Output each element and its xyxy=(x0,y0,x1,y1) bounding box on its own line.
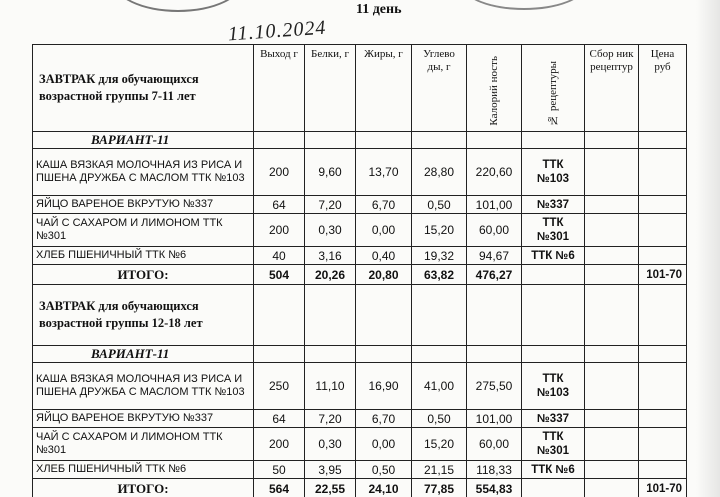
recipe-cell: №337 xyxy=(522,196,585,214)
protein-cell: 9,60 xyxy=(305,149,356,196)
section-header-row xyxy=(33,285,687,346)
table-row xyxy=(33,410,687,428)
fat-cell: 0,50 xyxy=(356,461,412,479)
carbs-cell: 41,00 xyxy=(412,363,467,410)
menu-table xyxy=(32,44,687,497)
calories-cell: 118,33 xyxy=(467,461,522,479)
total-price: 101-70 xyxy=(639,479,687,497)
total-fat: 20,80 xyxy=(356,265,412,285)
table-row xyxy=(33,214,687,247)
calories-cell: 60,00 xyxy=(467,428,522,461)
variant-row xyxy=(33,132,687,149)
col-calories-label: Калорий ность xyxy=(488,56,500,126)
output-cell: 200 xyxy=(254,214,305,247)
col-price-header: Цена руб xyxy=(639,45,687,132)
handwritten-date: 11.10.2024 xyxy=(227,16,328,46)
carbs-cell: 15,20 xyxy=(412,214,467,247)
recipe-cell: ТТК №6 xyxy=(522,461,585,479)
section-header-row xyxy=(33,45,687,132)
carbs-cell: 21,15 xyxy=(412,461,467,479)
col-fat-header: Жиры, г xyxy=(356,45,412,132)
calories-cell: 60,00 xyxy=(467,214,522,247)
calories-cell: 101,00 xyxy=(467,410,522,428)
protein-cell: 0,30 xyxy=(305,428,356,461)
protein-cell: 7,20 xyxy=(305,196,356,214)
calories-cell: 220,60 xyxy=(467,149,522,196)
dish-name: ХЛЕБ ПШЕНИЧНЫЙ ТТК №6 xyxy=(33,461,254,479)
total-calories: 554,83 xyxy=(467,479,522,497)
output-cell: 200 xyxy=(254,428,305,461)
total-protein: 20,26 xyxy=(305,265,356,285)
col-carbs-header: Углево ды, г xyxy=(412,45,467,132)
carbs-cell: 19,32 xyxy=(412,247,467,265)
fat-cell: 6,70 xyxy=(356,410,412,428)
recipe-cell: ТТК №6 xyxy=(522,247,585,265)
protein-cell: 3,95 xyxy=(305,461,356,479)
round-stamp-left xyxy=(112,0,244,12)
variant-row xyxy=(33,346,687,363)
total-label: ИТОГО: xyxy=(33,265,254,285)
protein-cell: 7,20 xyxy=(305,410,356,428)
protein-cell: 3,16 xyxy=(305,247,356,265)
dish-name: КАША ВЯЗКАЯ МОЛОЧНАЯ ИЗ РИСА И ПШЕНА ДРУЖБА С МАСЛОМ ТТК №103 xyxy=(33,363,254,410)
fat-cell: 0,00 xyxy=(356,428,412,461)
table-row xyxy=(33,247,687,265)
total-fat: 24,10 xyxy=(356,479,412,497)
calories-cell: 275,50 xyxy=(467,363,522,410)
variant-label: ВАРИАНТ-11 xyxy=(33,346,254,363)
output-cell: 64 xyxy=(254,196,305,214)
round-stamp-right xyxy=(462,0,586,10)
calories-cell: 94,67 xyxy=(467,247,522,265)
dish-name: ЯЙЦО ВАРЕНОЕ ВКРУТУЮ №337 xyxy=(33,196,254,214)
col-recipe-label: № рецептуры xyxy=(547,61,559,126)
fat-cell: 13,70 xyxy=(356,149,412,196)
fat-cell: 0,40 xyxy=(356,247,412,265)
recipe-cell: №337 xyxy=(522,410,585,428)
table-row xyxy=(33,196,687,214)
protein-cell: 11,10 xyxy=(305,363,356,410)
total-carbs: 77,85 xyxy=(412,479,467,497)
section-title: ЗАВТРАК для обучающихся возрастной группы 12-18 лет xyxy=(33,285,254,346)
table-row xyxy=(33,461,687,479)
output-cell: 50 xyxy=(254,461,305,479)
recipe-cell: ТТК №103 xyxy=(522,363,585,410)
col-collection-header: Сбор ник рецептур xyxy=(585,45,639,132)
output-cell: 250 xyxy=(254,363,305,410)
recipe-cell: ТТК №301 xyxy=(522,214,585,247)
carbs-cell: 28,80 xyxy=(412,149,467,196)
dish-name: ХЛЕБ ПШЕНИЧНЫЙ ТТК №6 xyxy=(33,247,254,265)
col-protein-header: Белки, г xyxy=(305,45,356,132)
col-recipe-header xyxy=(522,45,585,132)
output-cell: 40 xyxy=(254,247,305,265)
col-calories-header xyxy=(467,45,522,132)
total-output: 564 xyxy=(254,479,305,497)
protein-cell: 0,30 xyxy=(305,214,356,247)
total-carbs: 63,82 xyxy=(412,265,467,285)
table-row xyxy=(33,428,687,461)
output-cell: 200 xyxy=(254,149,305,196)
total-row xyxy=(33,479,687,497)
table-row xyxy=(33,149,687,196)
dish-name: ЧАЙ С САХАРОМ И ЛИМОНОМ ТТК №301 xyxy=(33,428,254,461)
fat-cell: 16,90 xyxy=(356,363,412,410)
col-output-header: Выход г xyxy=(254,45,305,132)
total-protein: 22,55 xyxy=(305,479,356,497)
table-row xyxy=(33,363,687,410)
section-title: ЗАВТРАК для обучающихся возрастной группы 7-11 лет xyxy=(33,45,254,132)
carbs-cell: 0,50 xyxy=(412,196,467,214)
output-cell: 64 xyxy=(254,410,305,428)
dish-name: ЧАЙ С САХАРОМ И ЛИМОНОМ ТТК №301 xyxy=(33,214,254,247)
variant-label: ВАРИАНТ-11 xyxy=(33,132,254,149)
total-label: ИТОГО: xyxy=(33,479,254,497)
recipe-cell: ТТК №301 xyxy=(522,428,585,461)
recipe-cell: ТТК №103 xyxy=(522,149,585,196)
fat-cell: 0,00 xyxy=(356,214,412,247)
total-output: 504 xyxy=(254,265,305,285)
day-heading: 11 день xyxy=(356,2,402,17)
dish-name: ЯЙЦО ВАРЕНОЕ ВКРУТУЮ №337 xyxy=(33,410,254,428)
carbs-cell: 15,20 xyxy=(412,428,467,461)
total-row xyxy=(33,265,687,285)
dish-name: КАША ВЯЗКАЯ МОЛОЧНАЯ ИЗ РИСА И ПШЕНА ДРУЖБА С МАСЛОМ ТТК №103 xyxy=(33,149,254,196)
fat-cell: 6,70 xyxy=(356,196,412,214)
carbs-cell: 0,50 xyxy=(412,410,467,428)
total-calories: 476,27 xyxy=(467,265,522,285)
scan-shadow xyxy=(696,0,720,497)
total-price: 101-70 xyxy=(639,265,687,285)
calories-cell: 101,00 xyxy=(467,196,522,214)
